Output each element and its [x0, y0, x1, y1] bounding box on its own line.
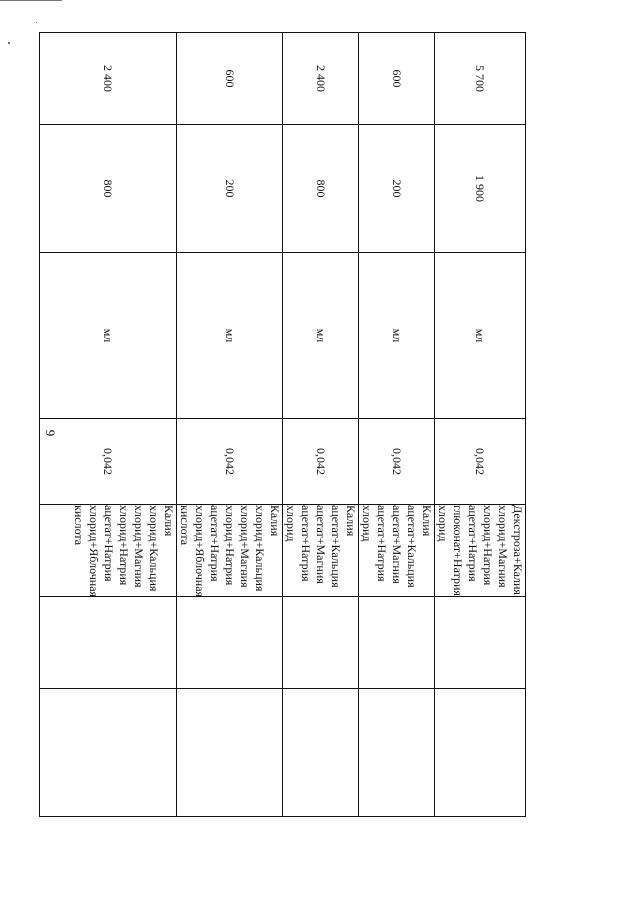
empty-cell: [283, 689, 359, 817]
total-cell: 600: [359, 33, 435, 125]
empty-cell: [177, 597, 283, 689]
unit-cell: мл: [177, 253, 283, 419]
table-row: [177, 33, 283, 817]
table-row: [283, 33, 359, 817]
empty-cell: [435, 597, 526, 689]
quantity-cell: 800: [40, 125, 177, 253]
table-row: [40, 33, 177, 817]
quantity-cell: 1 900: [435, 125, 526, 253]
value-cell: 0,042: [177, 419, 283, 505]
empty-cell: [283, 597, 359, 689]
empty-cell: [359, 689, 435, 817]
empty-cell: [359, 597, 435, 689]
total-cell: 5 700: [435, 33, 526, 125]
empty-cell: [40, 597, 177, 689]
scan-speck: [8, 42, 10, 44]
scan-top-rule: [0, 0, 62, 1]
quantity-cell: 200: [177, 125, 283, 253]
composition-cell: Калия ацетат+Кальция ацетат+Магния ацетат+Натрия хлорид: [359, 505, 435, 597]
quantity-cell: 800: [283, 125, 359, 253]
total-cell: 2 400: [283, 33, 359, 125]
composition-cell: Калия хлорид+Кальция хлорид+Магния хлорид+Натрия ацетат+Натрия хлорид+Яблочная кислота: [40, 505, 177, 597]
value-cell: 0,042: [283, 419, 359, 505]
table-row: [435, 33, 526, 817]
unit-cell: мл: [435, 253, 526, 419]
table-row: [359, 33, 435, 817]
scan-speck: [36, 22, 37, 23]
composition-cell: Калия ацетат+Кальция ацетат+Магния ацетат+Натрия хлорид: [283, 505, 359, 597]
unit-cell: мл: [283, 253, 359, 419]
rotated-table-container: [71, 32, 526, 816]
quantity-cell: 200: [359, 125, 435, 253]
empty-cell: [40, 689, 177, 817]
value-cell: 0,042: [359, 419, 435, 505]
unit-cell: мл: [40, 253, 177, 419]
empty-cell: [435, 689, 526, 817]
total-cell: 2 400: [40, 33, 177, 125]
total-cell: 600: [177, 33, 283, 125]
empty-cell: [177, 689, 283, 817]
page-number: 9: [43, 429, 58, 437]
unit-cell: мл: [359, 253, 435, 419]
value-cell: 0,042: [40, 419, 177, 505]
value-cell: 0,042: [435, 419, 526, 505]
composition-cell: Декстроза+Калия хлорид+Магния хлорид+Натрия ацетат+Натрия глюконат+Натрия хлорид: [436, 505, 525, 596]
composition-cell: Калия хлорид+Кальция хлорид+Магния хлорид+Натрия ацетат+Натрия хлорид+Яблочная кислота: [178, 505, 282, 598]
data-table: [39, 32, 526, 817]
